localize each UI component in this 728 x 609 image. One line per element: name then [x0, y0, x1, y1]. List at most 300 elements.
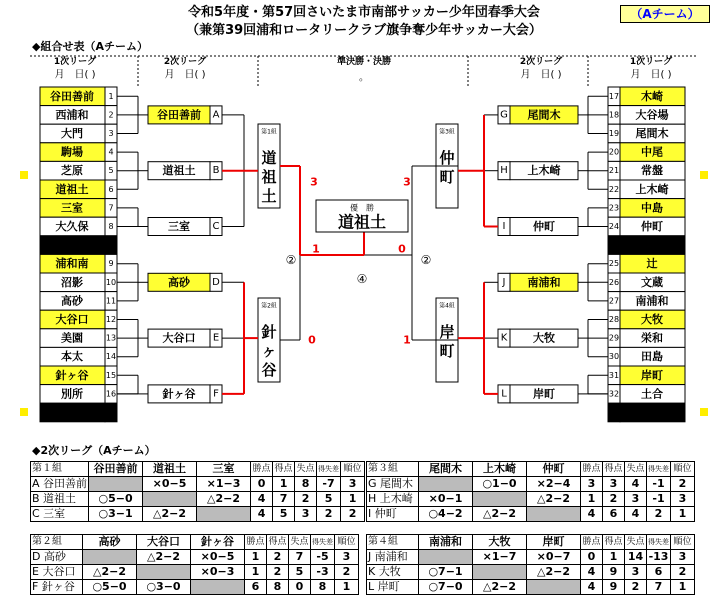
- league-stat: 8: [295, 477, 317, 492]
- league-match-result: [527, 580, 581, 595]
- league-match-result: ×0−7: [527, 550, 581, 565]
- league-match-result: ×0−5: [143, 477, 197, 492]
- league-row: [367, 507, 695, 522]
- right-group-name: 大牧: [533, 331, 555, 345]
- league-col-header: 失点: [289, 535, 311, 550]
- league-match-result: △2−2: [83, 565, 137, 580]
- left-team-number: 15: [105, 370, 117, 380]
- block-4-team-char: 町: [439, 342, 455, 360]
- league-row: [31, 507, 365, 522]
- right-group-letter: J: [502, 276, 506, 288]
- right-team-name: 大牧: [641, 313, 663, 326]
- header-date: 月 日( ): [520, 69, 562, 81]
- left-team-number: 3: [108, 129, 114, 138]
- blank-slot: [608, 236, 620, 255]
- left-group-name: 谷田善前: [157, 108, 201, 122]
- right-team-name: 岸町: [641, 368, 663, 382]
- right-group-letter: G: [500, 109, 508, 121]
- left-team-name: 大久保: [55, 220, 89, 233]
- left-group-name: 道祖土: [162, 164, 196, 178]
- left-team-number: 2: [108, 110, 114, 120]
- right-team-number: 17: [608, 91, 620, 101]
- header-date: 月 日( ): [164, 69, 206, 81]
- league-match-result: ○3−1: [89, 507, 143, 522]
- right-team-name: 栄和: [641, 331, 663, 345]
- league-col-header: 失点: [295, 462, 317, 477]
- league-stat: 6: [245, 580, 267, 595]
- league-stat: -13: [647, 550, 671, 565]
- league-col-header: 勝点: [581, 535, 603, 550]
- league-stat: 3: [295, 507, 317, 522]
- league-match-result: [419, 550, 473, 565]
- league-stat: 1: [335, 580, 359, 595]
- league-match-result: △2−2: [527, 492, 581, 507]
- league-match-result: [197, 507, 251, 522]
- right-team-name: 文蔵: [641, 275, 663, 289]
- league-table-1: [30, 461, 365, 522]
- right-team-number: 29: [608, 333, 620, 343]
- left-group-name: 大谷口: [162, 331, 196, 345]
- league-stat: 4: [581, 507, 603, 522]
- league-stat: 5: [273, 507, 295, 522]
- left-group-name: 三室: [168, 220, 190, 233]
- score-block-1: 3: [310, 175, 318, 189]
- section-bracket-title: ◆組合せ表（Aチーム）: [32, 40, 148, 53]
- left-team-number: 10: [105, 277, 117, 287]
- league-stat: 1: [581, 492, 603, 507]
- league-stat: 0: [581, 550, 603, 565]
- right-team-name: 南浦和: [635, 294, 669, 308]
- right-team-name: 中尾: [641, 145, 663, 159]
- league-stat: 2: [267, 550, 289, 565]
- block-4-label: 第4組: [439, 302, 455, 310]
- side-marker: [700, 171, 708, 179]
- left-team-name: 大谷口: [55, 313, 89, 326]
- league-match-result: △2−2: [197, 492, 251, 507]
- left-team-number: 4: [108, 147, 114, 157]
- league-stat: 3: [335, 550, 359, 565]
- league-col-header: 得点: [273, 462, 295, 477]
- champion-label: 優 勝: [350, 203, 374, 213]
- league-stat: 2: [341, 507, 365, 522]
- block-2-label: 第2組: [261, 302, 277, 310]
- right-group-letter: L: [501, 388, 507, 400]
- right-team-number: 31: [608, 370, 620, 380]
- league-col-team: 道祖土: [143, 462, 197, 477]
- right-team-number: 32: [608, 389, 620, 399]
- league-match-result: ○7−0: [419, 580, 473, 595]
- block-1-team-char: 祖: [261, 168, 277, 186]
- league-match-result: ○5−0: [89, 492, 143, 507]
- league-stat: 1: [671, 507, 695, 522]
- right-group-name: 上木崎: [527, 164, 561, 178]
- league-col-header: 得失差: [647, 462, 671, 477]
- league-stat: 3: [341, 477, 365, 492]
- league-stat: 7: [647, 580, 671, 595]
- left-team-number: 6: [108, 184, 114, 194]
- league-row: [367, 565, 695, 580]
- league-stat: 3: [603, 477, 625, 492]
- right-group-letter: I: [502, 221, 506, 232]
- team-badge: （Aチーム）: [620, 5, 710, 23]
- league-group-label: 第４組: [367, 535, 419, 550]
- league-row-team: A 谷田善前: [32, 477, 88, 490]
- league-stat: 4: [251, 507, 273, 522]
- left-team-name: 西浦和: [55, 108, 89, 122]
- league-match-result: [191, 580, 245, 595]
- score-block-3: 3: [403, 175, 411, 189]
- right-team-number: 24: [608, 222, 620, 231]
- right-team-name: 上木崎: [635, 182, 669, 196]
- block-3-team-char: 仲: [439, 149, 455, 167]
- league-stat: 2: [267, 565, 289, 580]
- block-1-label: 第1組: [261, 128, 277, 136]
- league-match-result: ○4−2: [419, 507, 473, 522]
- right-team-name: 常盤: [641, 164, 663, 178]
- left-team-number: 13: [105, 333, 117, 343]
- league-col-header: 得失差: [317, 462, 341, 477]
- league-match-result: [137, 565, 191, 580]
- league-stat: 0: [251, 477, 273, 492]
- left-team-name: 本太: [61, 350, 83, 364]
- league-col-header: 得点: [603, 535, 625, 550]
- right-group-name: 仲町: [533, 220, 555, 233]
- league-col-header: 得点: [267, 535, 289, 550]
- league-col-header: 順位: [341, 462, 365, 477]
- league-row: [31, 550, 359, 565]
- league-stat: 2: [603, 492, 625, 507]
- right-group-name: 南浦和: [527, 275, 561, 289]
- side-marker: [700, 408, 708, 416]
- league-stat: 4: [581, 565, 603, 580]
- right-team-number: 18: [608, 110, 620, 120]
- left-team-number: 7: [108, 203, 114, 213]
- league-stat: 1: [273, 477, 295, 492]
- circle-4: ④: [356, 272, 368, 286]
- league-row: [31, 492, 365, 507]
- league-col-team: 南浦和: [419, 535, 473, 550]
- section-league-title: ◆2次リーグ（Aチーム）: [32, 444, 156, 457]
- league-col-header: 順位: [335, 535, 359, 550]
- right-group-letter: H: [500, 165, 508, 177]
- league-match-result: ○3−0: [137, 580, 191, 595]
- league-stat: 2: [671, 477, 695, 492]
- right-team-name: 木崎: [641, 89, 663, 103]
- left-group-letter: B: [212, 165, 220, 177]
- league-row-team: E 大谷口: [31, 565, 83, 580]
- league-stat: 1: [341, 492, 365, 507]
- league-row-team: G 尾間木: [367, 477, 419, 492]
- league-row-team: K 大牧: [367, 565, 419, 580]
- left-team-name: 三室: [61, 201, 83, 215]
- league-match-result: △2−2: [473, 507, 527, 522]
- league-match-result: ×1−3: [197, 477, 251, 492]
- league-stat: -3: [311, 565, 335, 580]
- league-col-team: 三室: [197, 462, 251, 477]
- league-stat: 4: [251, 492, 273, 507]
- league-stat: -1: [647, 477, 671, 492]
- league-stat: 7: [273, 492, 295, 507]
- block-2-team-char: 針: [261, 323, 277, 341]
- league-match-result: ×0−3: [191, 565, 245, 580]
- block-1-team-char: 道: [261, 149, 277, 167]
- block-2-team-char: ヶ: [261, 342, 277, 360]
- league-col-header: 勝点: [245, 535, 267, 550]
- league-stat: 3: [671, 550, 695, 565]
- right-team-number: 25: [608, 259, 620, 269]
- league-row-team: C 三室: [31, 507, 89, 522]
- score-block-4: 1: [403, 333, 411, 347]
- league-col-header: 得点: [603, 462, 625, 477]
- league-match-result: △2−2: [473, 580, 527, 595]
- blank-slot: [40, 403, 105, 422]
- league-stat: 9: [603, 565, 625, 580]
- league-stat: 3: [671, 492, 695, 507]
- league-stat: 4: [625, 507, 647, 522]
- league-row-team: I 仲町: [367, 507, 419, 522]
- right-group-name: 尾間木: [527, 108, 561, 122]
- league-col-team: 針ヶ谷: [191, 535, 245, 550]
- league-col-header: 勝点: [581, 462, 603, 477]
- left-team-name: 浦和南: [55, 257, 89, 271]
- league-col-team: 高砂: [83, 535, 137, 550]
- left-team-number: 8: [108, 222, 114, 231]
- league-row: [31, 580, 359, 595]
- league-row: [367, 477, 695, 492]
- league-stat: 4: [625, 477, 647, 492]
- league-stat: 14: [625, 550, 647, 565]
- left-team-number: 5: [108, 166, 114, 176]
- left-team-name: 針ヶ谷: [55, 368, 89, 382]
- block-2-team-char: 谷: [261, 361, 277, 379]
- league-col-header: 順位: [671, 535, 695, 550]
- league-col-header: 順位: [671, 462, 695, 477]
- left-team-name: 谷田善前: [50, 89, 94, 103]
- league-col-team: 尾間木: [419, 462, 473, 477]
- league-match-result: [419, 477, 473, 492]
- league-row: [367, 580, 695, 595]
- side-marker: [20, 171, 28, 179]
- circle-2-left: ②: [285, 253, 297, 267]
- league-match-result: △2−2: [527, 565, 581, 580]
- league-stat: 8: [267, 580, 289, 595]
- left-team-number: 1: [108, 91, 114, 101]
- block-3-team-char: 町: [439, 168, 455, 186]
- league-stat: 0: [289, 580, 311, 595]
- league-stat: 2: [317, 507, 341, 522]
- league-col-header: 得失差: [311, 535, 335, 550]
- title-line-1: 令和5年度・第57回さいたま市南部サッカー少年団春季大会: [188, 5, 540, 20]
- right-group-letter: K: [500, 332, 508, 344]
- league-stat: 8: [311, 580, 335, 595]
- league-match-result: ×2−4: [527, 477, 581, 492]
- league-match-result: △2−2: [137, 550, 191, 565]
- league-stat: 4: [581, 580, 603, 595]
- league-col-team: 谷田善前: [89, 462, 143, 477]
- right-team-number: 19: [608, 129, 620, 138]
- league-group-label: 第２組: [31, 535, 83, 550]
- right-team-name: 中島: [641, 201, 663, 215]
- league-col-team: 大谷口: [137, 535, 191, 550]
- league-col-header: 失点: [625, 535, 647, 550]
- score-final-left: 1: [312, 242, 320, 256]
- league-table-4: [366, 534, 695, 595]
- left-team-name: 沼影: [61, 275, 83, 289]
- league-row-team: F 針ヶ谷: [31, 580, 83, 595]
- right-team-number: 27: [608, 296, 620, 306]
- league-stat: 6: [603, 507, 625, 522]
- league-table-2: [366, 461, 695, 522]
- left-team-name: 駒場: [61, 145, 83, 159]
- league-stat: -7: [317, 477, 341, 492]
- league-stat: 7: [289, 550, 311, 565]
- title-line-2: （兼第39回浦和ロータリークラブ旗争奪少年サッカー大会）: [186, 23, 542, 38]
- league-match-result: △2−2: [143, 507, 197, 522]
- blank-slot: [620, 403, 685, 422]
- league-match-result: [527, 507, 581, 522]
- left-team-name: 大門: [61, 127, 83, 140]
- league-stat: 5: [317, 492, 341, 507]
- header-date: 月 日( ): [54, 69, 96, 81]
- left-team-name: 道祖土: [55, 182, 89, 196]
- left-team-number: 11: [105, 296, 117, 306]
- block-4-team-char: 岸: [439, 323, 455, 341]
- league-col-team: 大牧: [473, 535, 527, 550]
- left-team-number: 12: [105, 315, 117, 324]
- league-match-result: ○1−0: [473, 477, 527, 492]
- blank-slot: [620, 236, 685, 255]
- league-stat: 1: [245, 550, 267, 565]
- league-stat: 2: [671, 565, 695, 580]
- left-group-name: 針ヶ谷: [162, 387, 196, 401]
- league-match-result: ○5−0: [83, 580, 137, 595]
- league-row-team: J 南浦和: [367, 550, 419, 565]
- league-match-result: ×1−7: [473, 550, 527, 565]
- left-group-letter: D: [212, 276, 220, 288]
- score-block-2: 0: [308, 333, 316, 347]
- league-col-header: 勝点: [251, 462, 273, 477]
- league-row-team: B 道祖土: [31, 492, 89, 507]
- left-team-name: 別所: [61, 387, 83, 401]
- league-stat: 2: [335, 565, 359, 580]
- league-row-team: H 上木崎: [367, 492, 419, 507]
- league-match-result: ×0−1: [419, 492, 473, 507]
- right-team-name: 辻: [646, 257, 658, 271]
- league-stat: 1: [671, 580, 695, 595]
- blank-slot: [105, 403, 117, 422]
- champion-name: 道祖土: [337, 212, 387, 232]
- left-team-number: 14: [105, 352, 117, 362]
- league-row-team: L 岸町: [367, 580, 419, 595]
- right-team-number: 30: [608, 352, 620, 362]
- blank-slot: [608, 403, 620, 422]
- league-col-team: 岸町: [527, 535, 581, 550]
- league-col-team: 仲町: [527, 462, 581, 477]
- right-team-number: 21: [608, 166, 620, 176]
- right-team-number: 28: [608, 315, 620, 324]
- league-match-result: [143, 492, 197, 507]
- header-hdr_round1: 1次リーグ: [629, 57, 673, 67]
- league-stat: 5: [289, 565, 311, 580]
- left-group-letter: E: [212, 332, 220, 344]
- right-team-number: 26: [608, 277, 620, 287]
- league-stat: 2: [625, 580, 647, 595]
- league-row: [367, 492, 695, 507]
- league-stat: 6: [647, 565, 671, 580]
- right-team-name: 田島: [641, 350, 663, 364]
- left-team-number: 16: [105, 389, 117, 399]
- league-table-3: [30, 534, 359, 595]
- blank-slot: [105, 236, 117, 255]
- right-team-name: 仲町: [641, 220, 663, 233]
- league-row: [31, 477, 365, 492]
- league-match-result: [83, 550, 137, 565]
- blank-slot: [40, 236, 105, 255]
- league-stat: 2: [295, 492, 317, 507]
- league-row: [31, 565, 359, 580]
- league-col-header: 得失差: [647, 535, 671, 550]
- header-date: 月 日( ): [630, 69, 672, 81]
- league-row-team: D 高砂: [31, 550, 83, 565]
- right-team-number: 20: [608, 147, 620, 157]
- header-dot: 。: [359, 72, 369, 84]
- block-3-label: 第3組: [439, 128, 455, 136]
- league-stat: 3: [625, 492, 647, 507]
- header-hdr_round2: 2次リーグ: [519, 57, 563, 67]
- left-group-letter: F: [213, 388, 219, 400]
- right-team-number: 23: [608, 203, 620, 213]
- league-match-result: ×0−5: [191, 550, 245, 565]
- league-match-result: ○7−1: [419, 565, 473, 580]
- header-hdr_final: 準決勝・決勝: [336, 57, 392, 67]
- left-team-name: 高砂: [61, 294, 83, 308]
- league-stat: 2: [647, 507, 671, 522]
- league-stat: 1: [603, 550, 625, 565]
- league-stat: -1: [647, 492, 671, 507]
- league-row: [367, 550, 695, 565]
- league-match-result: [473, 565, 527, 580]
- left-team-name: 芝原: [61, 164, 83, 178]
- right-team-name: 大谷場: [635, 108, 669, 122]
- league-stat: -5: [311, 550, 335, 565]
- left-group-letter: A: [212, 109, 220, 121]
- league-group-label: 第１組: [31, 462, 89, 477]
- block-1-team-char: 土: [261, 187, 277, 205]
- league-stat: 1: [245, 565, 267, 580]
- score-final-right: 0: [398, 242, 406, 256]
- left-group-name: 高砂: [168, 275, 190, 289]
- league-stat: 9: [603, 580, 625, 595]
- header-hdr_round1: 1次リーグ: [53, 57, 97, 67]
- right-team-name: 尾間木: [635, 127, 669, 140]
- league-col-header: 失点: [625, 462, 647, 477]
- league-match-result: [473, 492, 527, 507]
- league-group-label: 第３組: [367, 462, 419, 477]
- league-match-result: [89, 477, 143, 492]
- league-col-team: 上木崎: [473, 462, 527, 477]
- side-marker: [20, 408, 28, 416]
- right-team-name: 土合: [641, 387, 663, 401]
- league-stat: 3: [625, 565, 647, 580]
- header-hdr_round2: 2次リーグ: [163, 57, 207, 67]
- left-team-name: 美園: [61, 331, 83, 345]
- league-stat: 3: [581, 477, 603, 492]
- right-group-name: 岸町: [533, 387, 555, 401]
- right-team-number: 22: [608, 184, 620, 194]
- circle-2-right: ②: [420, 253, 432, 267]
- left-team-number: 9: [108, 259, 114, 269]
- left-group-letter: C: [212, 221, 220, 232]
